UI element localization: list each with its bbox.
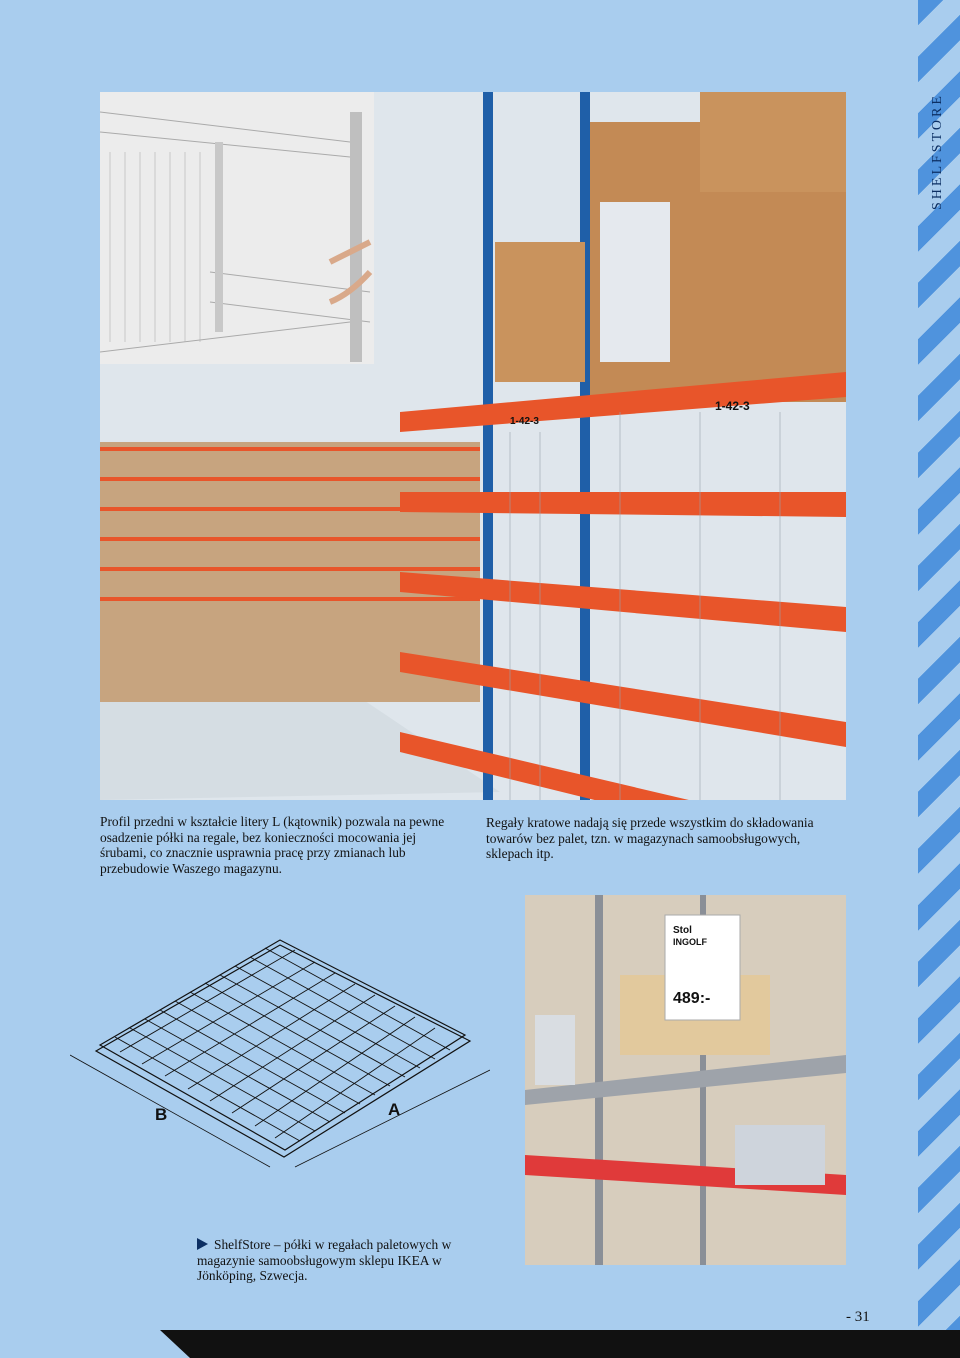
diagram-label-a: A — [388, 1100, 401, 1119]
ikea-store-photo — [525, 895, 846, 1265]
ikea-tag-title: Stol — [673, 925, 692, 936]
ikea-tag-name: INGOLF — [673, 937, 707, 947]
brand-vertical-label: SHELFSTORE — [930, 93, 945, 210]
mesh-shelf-photo — [100, 92, 374, 364]
rack-label-2: 1-42-3 — [510, 416, 539, 427]
diagram-label-b: B — [155, 1105, 168, 1124]
caption-warehouse: Regały kratowe nadają się przede wszystkim do składowania towarów bez palet, tzn. w magazynach samoobsługowych, sklepach itp. — [486, 815, 814, 861]
rack-label-1: 1-42-3 — [715, 399, 750, 413]
page-number: - 31 — [846, 1309, 870, 1325]
caption-arrow-icon — [197, 1238, 208, 1250]
caption-ikea-text: ShelfStore – półki w regałach paletowych w magazynie samoobsługowym sklepu IKEA w Jönköping, Szwecja. — [197, 1237, 452, 1283]
ikea-tag-price: 489:- — [673, 990, 711, 1007]
caption-mesh-profile: Profil przedni w kształcie litery L (kątownik) pozwala na pewne osadzenie półki na regale, bez konieczności mocowania jej śrubami, co znacznie usprawnia pracę przy zmianach lub przebudowie Waszego magazynu. — [100, 814, 445, 876]
mesh-shelf-illustration — [100, 92, 374, 364]
caption-ikea — [197, 1237, 497, 1284]
footer-bar-accent — [0, 1330, 190, 1358]
ikea-store-illustration — [525, 895, 846, 1265]
mesh-shelf-diagram — [70, 935, 490, 1175]
